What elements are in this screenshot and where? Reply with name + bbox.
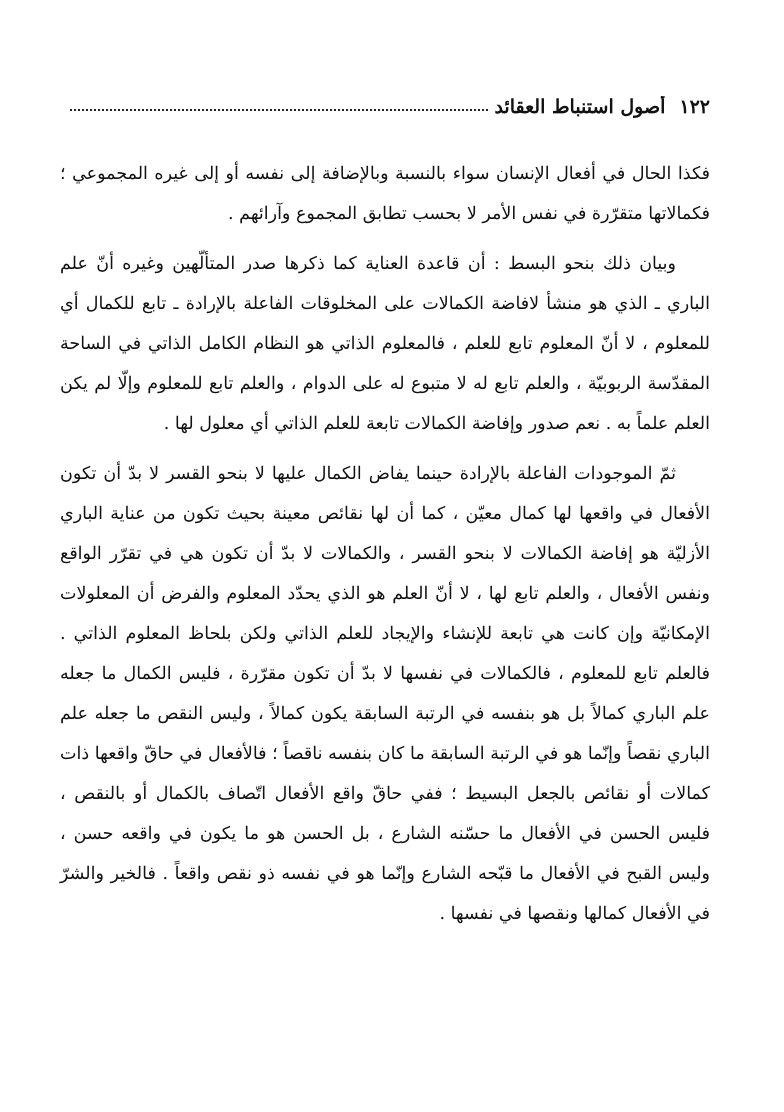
book-page: [60, 96, 710, 934]
paragraph: وبيان ذلك بنحو البسط : أن قاعدة العناية كما ذكرها صدر المتألّهين وغيره أنّ علم الباري ـ الذي هو منشأ لافاضة الكمالات على المخلوقات الفاعلة بالإرادة ـ تابع للكمال أي للمعلوم ، لا أنّ المعلوم تابع للعلم ، فالمعلوم الذاتي هو النظام الكامل الذاتي في الساحة المقدّسة الربوبيّة ، والعلم تابع له لا متبوع له على الدوام ، والعلم تابع للمعلوم وإلّا لم يكن العلم علماً به . نعم صدور وإفاضة الكمالات تابعة للعلم الذاتي أي معلول لها .: [60, 254, 710, 434]
book-title: أصول استنباط العقائد: [494, 96, 666, 118]
dot-leader: [70, 109, 488, 111]
page-number: ١٢٢: [679, 96, 710, 118]
body-text: [60, 154, 710, 934]
running-header: [60, 96, 710, 130]
paragraph: فكذا الحال في أفعال الإنسان سواء بالنسبة وبالإضافة إلى نفسه أو إلى غيره المجموعي ؛ فكمالاتها متقرّرة في نفس الأمر لا بحسب تطابق المجموع وآرائهم .: [60, 164, 710, 224]
paragraph: ثمّ الموجودات الفاعلة بالإرادة حينما يفاض الكمال عليها لا بنحو القسر لا بدّ أن تكون الأفعال في واقعها لها كمال معيّن ، كما أن لها نقائص معينة بحيث تكون من عناية الباري الأزليّة هو إفاضة الكمالات لا بنحو القسر ، والكمالات لا بدّ أن تكون هي في تقرّر الواقع ونفس الأفعال ، والعلم تابع لها ، لا أنّ العلم هو الذي يحدّد المعلوم والفرض أن المعلولات الإمكانيّة وإن كانت هي تابعة للإنشاء والإيجاد للعلم الذاتي ولكن بلحاظ المعلوم الذاتي . فالعلم تابع للمعلوم ، فالكمالات في نفسها لا بدّ أن تكون مقرّرة ، فليس الكمال ما جعله علم الباري كمالاً بل هو بنفسه في الرتبة السابقة يكون كمالاً ، وليس النقص ما جعله علم الباري نقصاً وإنّما هو في الرتبة السابقة ما كان بنفسه ناقصاً ؛ فالأفعال في حاقّ واقعها ذات كمالات أو نقائص بالجعل البسيط ؛ ففي حاقّ واقع الأفعال اتّصاف بالكمال أو بالنقص ، فليس الحسن في الأفعال ما حسّنه الشارع ، بل الحسن هو ما يكون في واقعه حسن ، وليس القبح في الأفعال ما قبّحه الشارع وإنّما هو في نفسه ذو نقص واقعاً . فالخير والشرّ في الأفعال كمالها ونقصها في نفسها .: [60, 464, 710, 924]
